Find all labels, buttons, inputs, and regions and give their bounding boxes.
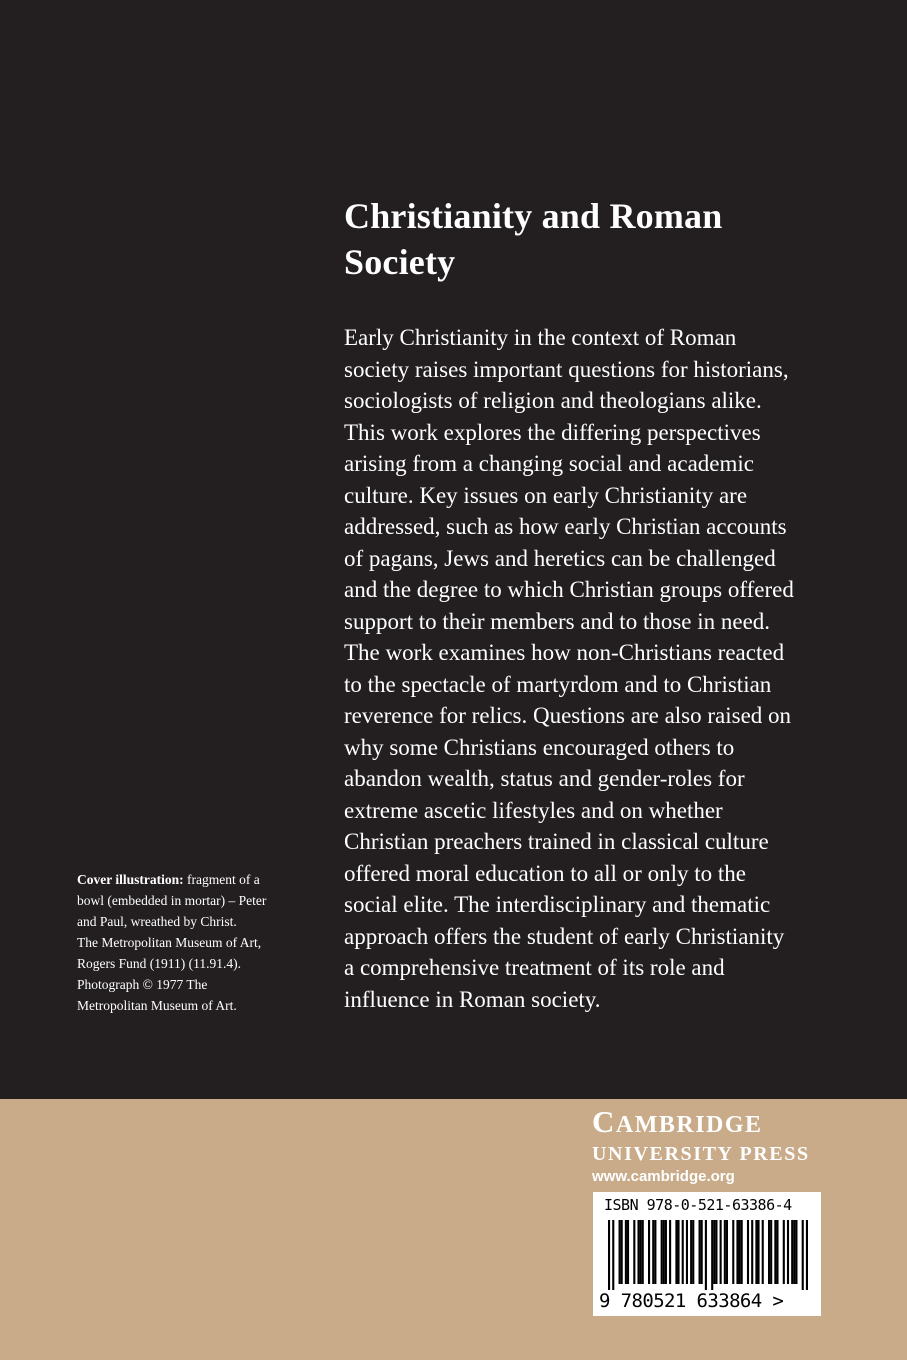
barcode-bar	[795, 1220, 797, 1284]
credit-line: The Metropolitan Museum of Art,	[77, 935, 262, 950]
publisher-logo	[592, 1104, 832, 1189]
barcode-bar	[699, 1220, 701, 1284]
barcode-bar	[787, 1220, 789, 1284]
description-line: Christian preachers trained in classical culture	[344, 829, 769, 854]
barcode-bar	[690, 1220, 692, 1284]
credit-label: Cover illustration:	[77, 872, 184, 887]
title-line: Christianity and Roman	[344, 196, 723, 236]
barcode-bar	[762, 1220, 764, 1284]
barcode-bar	[713, 1220, 715, 1284]
barcode-bar	[640, 1220, 642, 1284]
description-line: and the degree to which Christian groups offered	[344, 577, 794, 602]
description-line: social elite. The interdisciplinary and thematic	[344, 892, 771, 917]
barcode-bar	[802, 1220, 804, 1290]
barcode-bar	[608, 1220, 610, 1290]
barcode-bar	[741, 1220, 743, 1284]
barcode-bar	[619, 1220, 621, 1284]
barcode-icon	[608, 1220, 808, 1290]
description-line: society raises important questions for historians,	[344, 356, 789, 382]
description-line: The work examines how non-Christians reacted	[344, 640, 785, 665]
description-line: sociologists of religion and theologians alike.	[344, 388, 762, 413]
barcode-bar	[642, 1220, 644, 1284]
barcode-bar	[627, 1220, 629, 1284]
publisher-url: www.cambridge.org	[592, 1168, 735, 1185]
credit-line: Metropolitan Museum of Art.	[77, 998, 237, 1013]
isbn-text: ISBN 978-0-521-63386-4	[604, 1196, 792, 1214]
description-line: offered moral education to all or only to the	[344, 860, 746, 886]
credit-line: Photograph © 1977 The	[77, 977, 208, 992]
credit-line	[77, 869, 302, 890]
barcode-bar	[736, 1220, 738, 1284]
description-line: Early Christianity in the context of Roman	[344, 325, 737, 350]
barcode-bar	[791, 1220, 793, 1284]
book-description	[344, 322, 834, 1015]
description-line: reverence for relics. Questions are also raised on	[344, 703, 792, 728]
barcode-bar	[751, 1220, 753, 1284]
barcode-bar	[692, 1220, 694, 1284]
description-line: approach offers the student of early Christianity	[344, 923, 785, 949]
barcode-bar	[776, 1220, 778, 1284]
publisher-name	[592, 1104, 832, 1143]
credit-first-text: fragment of a	[183, 872, 260, 887]
barcode-bar	[768, 1220, 770, 1284]
barcode-bar	[755, 1220, 757, 1284]
barcode-bar	[669, 1220, 671, 1284]
description-line: arising from a changing social and academic	[344, 451, 755, 476]
publisher-initial: C	[592, 1104, 616, 1139]
barcode-bar	[739, 1220, 741, 1284]
description-line: abandon wealth, status and gender-roles for	[344, 766, 745, 791]
description-line: a comprehensive treatment of its role and	[344, 955, 725, 980]
publisher-subtitle: UNIVERSITY PRESS	[592, 1143, 810, 1165]
credit-line: Rogers Fund (1911) (11.91.4).	[77, 956, 241, 971]
description-line: support to their members and to those in need.	[344, 608, 771, 634]
barcode-bar	[637, 1220, 639, 1284]
barcode-bar	[677, 1220, 679, 1284]
description-line: why some Christians encouraged others to	[344, 734, 735, 760]
barcode-bar	[648, 1220, 650, 1284]
barcode-bar	[705, 1220, 707, 1290]
description-line: culture. Key issues on early Christianity are	[344, 482, 748, 508]
barcode-bar	[621, 1220, 623, 1284]
barcode-bar	[724, 1220, 726, 1284]
description-line: extreme ascetic lifestyles and on whether	[344, 797, 723, 823]
credit-line: and Paul, wreathed by Christ.	[77, 914, 237, 929]
barcode-bar	[661, 1220, 663, 1284]
cover-illustration-credit	[77, 869, 302, 1016]
barcode-bar	[675, 1220, 677, 1284]
barcode-bar	[686, 1220, 688, 1284]
credit-line: bowl (embedded in mortar) – Peter	[77, 893, 267, 908]
barcode-bar	[720, 1220, 722, 1284]
barcode-bar	[633, 1220, 635, 1284]
barcode-bar	[652, 1220, 654, 1284]
description-line: to the spectacle of martyrdom and to Christian	[344, 671, 772, 697]
barcode-bar	[715, 1220, 717, 1284]
barcode-bar	[806, 1220, 808, 1290]
barcode-bar	[711, 1220, 713, 1290]
barcode-digits: 9 780521 633864 >	[599, 1290, 784, 1312]
barcode-bar	[682, 1220, 684, 1284]
description-line: This work explores the differing perspectives	[344, 419, 761, 445]
barcode-bar	[612, 1220, 614, 1290]
description-line: influence in Roman society.	[344, 986, 601, 1012]
barcode-bar	[726, 1220, 728, 1284]
barcode-bar	[783, 1220, 785, 1284]
barcode-bar	[625, 1220, 627, 1284]
barcode-bar	[732, 1220, 734, 1284]
barcode-bar	[701, 1220, 703, 1284]
barcode-bar	[774, 1220, 776, 1284]
barcode-bar	[770, 1220, 772, 1284]
title-line: Society	[344, 242, 456, 282]
description-line: addressed, such as how early Christian accounts	[344, 514, 787, 539]
barcode-bar	[665, 1220, 667, 1284]
barcode-bar	[654, 1220, 656, 1284]
book-title	[344, 193, 824, 285]
barcode-bar	[747, 1220, 749, 1284]
barcode-bar	[663, 1220, 665, 1284]
description-line: of pagans, Jews and heretics can be challenged	[344, 545, 776, 571]
barcode-bar	[793, 1220, 795, 1284]
barcode-box	[593, 1192, 821, 1316]
barcode-bar	[757, 1220, 759, 1284]
publisher-name-rest: AMBRIDGE	[615, 1112, 763, 1138]
